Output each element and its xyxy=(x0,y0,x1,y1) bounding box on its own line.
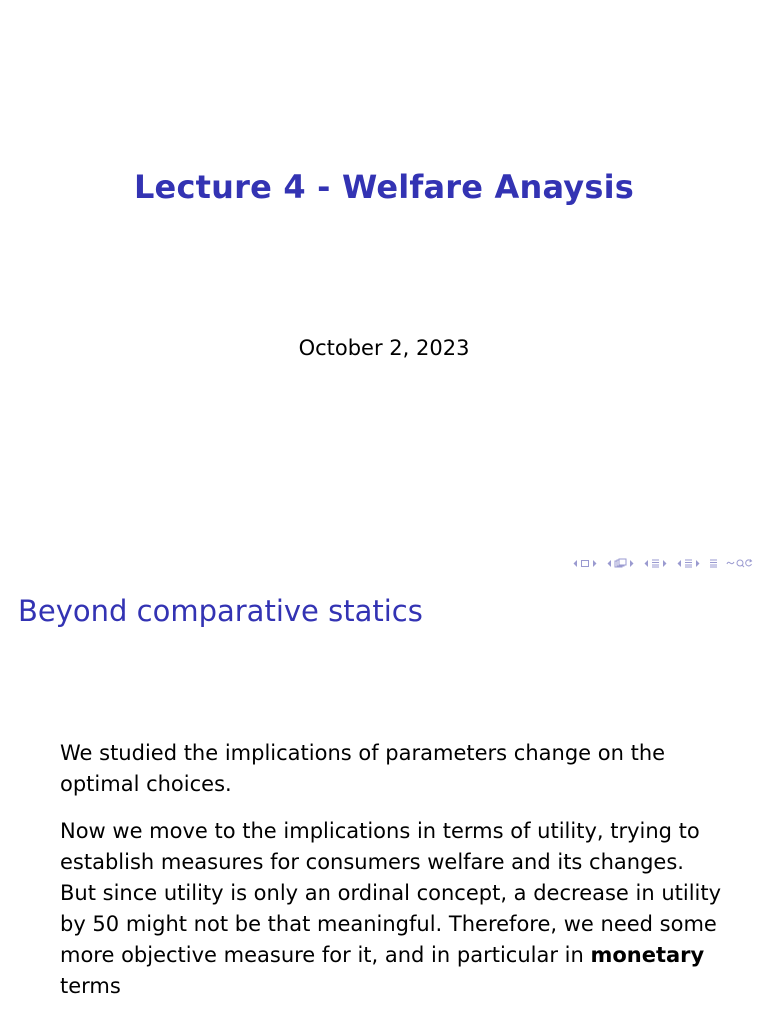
paragraph-3-bold-word: monetary xyxy=(590,943,705,967)
nav-slide-box-icon xyxy=(580,559,590,568)
nav-subsection-group xyxy=(676,558,701,568)
nav-frame-left-icon[interactable] xyxy=(606,559,613,568)
nav-subsection-left-icon[interactable] xyxy=(676,559,683,568)
nav-frame-group xyxy=(606,558,635,568)
nav-search-group xyxy=(726,558,754,568)
frame-body xyxy=(60,738,740,1002)
nav-section-left-icon[interactable] xyxy=(643,559,650,568)
beamer-navigation-bar xyxy=(572,556,760,570)
nav-section-group xyxy=(643,558,668,568)
nav-frame-box-icon xyxy=(614,558,627,568)
nav-subsection-right-icon[interactable] xyxy=(694,559,701,568)
content-slide xyxy=(0,576,768,1024)
lecture-title: Lecture 4 - Welfare Anaysis xyxy=(133,168,635,206)
paragraph-3-text-end: terms xyxy=(60,974,121,998)
nav-search-icon[interactable] xyxy=(726,558,754,568)
nav-appendix-icon[interactable] xyxy=(709,558,718,568)
nav-section-right-icon[interactable] xyxy=(661,559,668,568)
paragraph-3-text-start: But since utility is only an ordinal concept, a decrease in utility by 50 might not be that meaningful. Therefore, we need some more objective measure for it, and in particular in xyxy=(60,881,722,967)
paragraph-1: We studied the implications of parameters change on the optimal choices. xyxy=(60,741,666,796)
nav-slide-left-icon[interactable] xyxy=(572,559,579,568)
nav-slide-group xyxy=(572,559,598,568)
nav-subsection-lines-icon xyxy=(684,558,693,568)
frame-title: Beyond comparative statics xyxy=(18,594,423,628)
nav-slide-right-icon[interactable] xyxy=(591,559,598,568)
paragraph-2: Now we move to the implications in terms of utility, trying to establish measures for consumers welfare and its changes. xyxy=(60,819,700,874)
paragraph-3 xyxy=(60,878,740,1002)
nav-frame-right-icon[interactable] xyxy=(628,559,635,568)
nav-appendix-group xyxy=(709,558,718,568)
lecture-date: October 2, 2023 xyxy=(298,336,470,360)
nav-section-lines-icon xyxy=(651,558,660,568)
